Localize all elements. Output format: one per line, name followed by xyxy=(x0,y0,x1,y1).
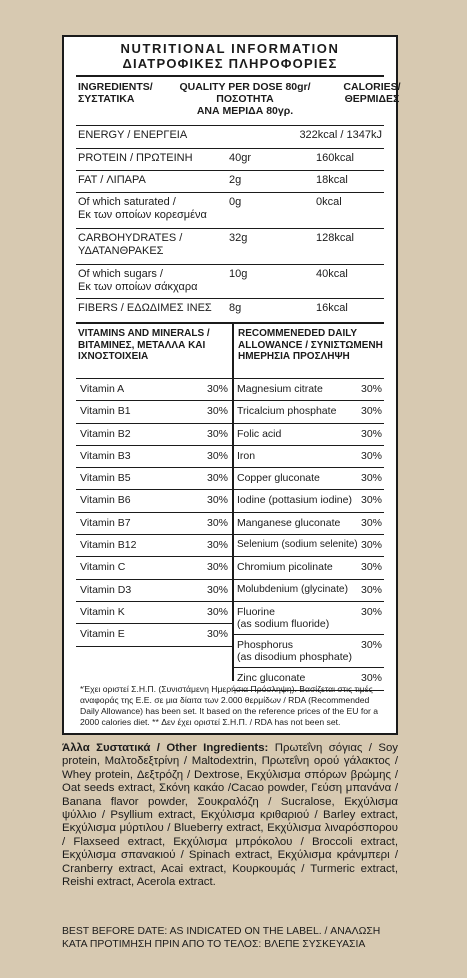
vitamin-name: Vitamin D3 xyxy=(80,583,132,596)
mineral-name: Magnesium citrate xyxy=(237,383,323,395)
vm-header-left: VITAMINS AND MINERALS / ΒΙΤΑΜΙΝΕΣ, ΜΕΤΑΛΛΑ ΚΑΙ ΙΧΝΟΣΤΟΙΧΕΙΑ xyxy=(78,328,210,362)
vitamin-name: Vitamin B1 xyxy=(80,405,131,418)
table-row xyxy=(233,489,384,511)
mineral-pct: 30% xyxy=(360,539,382,552)
vitamin-pct: 30% xyxy=(206,561,228,574)
table-row xyxy=(233,534,384,556)
mineral-pct: 30% xyxy=(360,472,382,485)
vitamin-name: Vitamin C xyxy=(80,561,126,574)
nutrition-panel xyxy=(62,35,401,735)
nutrient-kcal: 40kcal xyxy=(316,268,348,280)
vitamin-pct: 30% xyxy=(206,494,228,507)
nutrient-name: Of which saturated / Εκ των οποίων κορεσμένα xyxy=(78,196,207,221)
table-row xyxy=(233,579,384,601)
table-row xyxy=(76,400,232,422)
table-row xyxy=(233,423,384,445)
minerals-list xyxy=(233,378,384,691)
mineral-name: Fluorine (as sodium fluoride) xyxy=(237,605,330,630)
mineral-name: Phosphorus (as disodium phosphate) xyxy=(237,638,352,663)
mineral-pct: 30% xyxy=(360,638,382,651)
vitamin-name: Vitamin K xyxy=(80,605,125,618)
table-header xyxy=(76,77,401,125)
vm-header-right: RECOMMENEDED DAILY ALLOWANCE / ΣΥΝΙΣΤΩΜΕΝΗ ΗΜΕΡΗΣΙΑ ΠΡΟΣΛΗΨΗ xyxy=(238,328,383,362)
vitamin-name: Vitamin E xyxy=(80,628,125,641)
vitamin-pct: 30% xyxy=(206,383,228,395)
mineral-pct: 30% xyxy=(360,449,382,462)
mineral-name: Folic acid xyxy=(237,427,282,440)
other-ingredients-label: Άλλα Συστατικά / Other Ingredients: xyxy=(62,742,269,754)
title-block xyxy=(64,37,396,71)
rda-footnote: *Έχει οριστεί Σ.Η.Π. (Συνιστάμενη Ημερήσια Πρόσληψη). Βασίζεται στις τιμές αναφοράς της Ε.Ε. σε μια δίαιτα των 2.000 θερμίδων / RDA (Recommended Daily Allowance) has been set. It based on the reference prices of the EU for a 2000 calories diet. ** Δεν έχει οριστεί Σ.Η.Π. / RDA has not been set. xyxy=(80,684,379,727)
mineral-pct: 30% xyxy=(360,516,382,529)
table-row xyxy=(76,228,384,264)
table-row xyxy=(233,556,384,578)
energy-name: ENERGY / ΕΝΕΡΓΕΙΑ xyxy=(78,129,188,141)
mineral-pct: 30% xyxy=(360,405,382,418)
mineral-name: Molubdenium (glycinate) xyxy=(237,583,348,595)
table-row xyxy=(76,467,232,489)
nutrient-kcal: 128kcal xyxy=(316,232,354,244)
nutrient-qty: 0g xyxy=(229,196,242,208)
table-row xyxy=(233,445,384,467)
vitamin-name: Vitamin B7 xyxy=(80,516,131,529)
vitamin-name: Vitamin B2 xyxy=(80,427,131,440)
table-row xyxy=(76,512,232,534)
table-row xyxy=(76,170,384,192)
table-row xyxy=(76,623,232,646)
mineral-name: Iron xyxy=(237,449,256,462)
mineral-name: Selenium (sodium selenite) xyxy=(237,539,358,551)
table-row xyxy=(76,556,232,578)
other-ingredients-text: Πρωτεΐνη σόγιας / Soy protein, Μαλτοδεξτρίνη / Maltodextrin, Πρωτεΐνη ορού γάλακτος / Whey protein, Δεξτρόζη / Dextrose, Εκχύλισμα σπόρων βρώμης / Oat seeds extract, Σκόνη κακάο /Cacao powder, Γεύση μπανάνα / Banana flavor powder, Σουκραλόζη / Sucralose, Εκχύλισμα ψύλλιο / Psyllium extract, Εκχύλισμα κριθαριού / Barley extract, Εκχύλισμα μύρτιλου / Blueberry extract, Εκχύλισμα λιναρόσπορου / Flaxseed extract, Εκχύλισμα μπρόκολου / Broccoli extract, Εκχύλισμα σπανακιού / Spinach extract, Εκχύλισμα κράνμπερι / Cranberry extract, Acai extract, Κουρκουμάς / Turmeric extract, Reishi extract, Acerola extract. xyxy=(62,742,398,889)
table-row xyxy=(76,423,232,445)
nutrient-qty: 2g xyxy=(229,174,242,186)
nutrient-qty: 8g xyxy=(229,302,242,314)
vitamin-pct: 30% xyxy=(206,472,228,485)
vitamin-name: Vitamin B3 xyxy=(80,449,131,462)
nutrient-kcal: 160kcal xyxy=(316,152,354,164)
vitamin-pct: 30% xyxy=(206,605,228,618)
header-calories: CALORIES/ ΘΕΡΜΙΔΕΣ xyxy=(343,81,401,105)
mineral-name: Zinc gluconate xyxy=(237,671,306,684)
table-row xyxy=(233,634,384,667)
vitamin-name: Vitamin B12 xyxy=(80,539,137,552)
table-row xyxy=(76,148,384,170)
table-row xyxy=(76,534,232,556)
table-row xyxy=(233,467,384,489)
table-row xyxy=(76,489,232,511)
vitamin-pct: 30% xyxy=(206,628,228,641)
mineral-name: Chromium picolinate xyxy=(237,561,333,574)
vitamin-name: Vitamin A xyxy=(80,383,125,395)
energy-value: 322kcal / 1347kJ xyxy=(299,129,382,141)
mineral-pct: 30% xyxy=(360,605,382,618)
vitamin-pct: 30% xyxy=(206,449,228,462)
nutrient-name: Of which sugars / Εκ των οποίων σάκχαρα xyxy=(78,268,198,293)
table-row xyxy=(76,445,232,467)
best-before: BEST BEFORE DATE: AS INDICATED ON THE LABEL. / ΑΝΑΛΩΣΗ ΚΑΤΑ ΠΡΟΤΙΜΗΣΗ ΠΡΙΝ ΑΠΟ ΤΟ ΤΕΛΟΣ: ΒΛΕΠΕ ΣΥΣΚΕΥΑΣΙΑ xyxy=(62,926,381,950)
vitamin-name: Vitamin B5 xyxy=(80,472,131,485)
vitamin-pct: 30% xyxy=(206,516,228,529)
vitamins-list xyxy=(76,378,232,647)
nutrients-table xyxy=(76,125,384,322)
mineral-pct: 30% xyxy=(360,494,382,507)
mineral-pct: 30% xyxy=(360,427,382,440)
title-greek: ΔΙΑΤΡΟΦΙΚΕΣ ΠΛΗΡΟΦΟΡΙΕΣ xyxy=(122,56,338,71)
vitamin-pct: 30% xyxy=(206,405,228,418)
mineral-name: Manganese gluconate xyxy=(237,516,341,529)
table-row xyxy=(233,512,384,534)
table-row xyxy=(233,601,384,634)
table-row xyxy=(233,400,384,422)
other-ingredients xyxy=(62,742,398,889)
nutrient-kcal: 18kcal xyxy=(316,174,348,186)
mineral-pct: 30% xyxy=(360,671,382,684)
vitamin-pct: 30% xyxy=(206,539,228,552)
table-row xyxy=(76,378,232,400)
nutrient-qty: 40gr xyxy=(229,152,252,164)
header-ingredients: INGREDIENTS/ ΣΥΣΤΑΤΙΚΑ xyxy=(78,81,153,105)
vm-header xyxy=(76,324,384,378)
nutrient-name: FIBERS / ΕΔΩΔΙΜΕΣ ΙΝΕΣ xyxy=(78,302,212,314)
vitamin-pct: 30% xyxy=(206,427,228,440)
vitamin-pct: 30% xyxy=(206,583,228,596)
title-english: NUTRITIONAL INFORMATION xyxy=(120,41,340,56)
table-row xyxy=(76,264,384,298)
mineral-name: Tricalcium phosphate xyxy=(237,405,337,418)
mineral-name: Copper gluconate xyxy=(237,472,320,485)
table-row xyxy=(76,192,384,228)
nutrient-qty: 32g xyxy=(229,232,248,244)
energy-row xyxy=(76,125,384,148)
nutrient-name: CARBOHYDRATES / ΥΔΑΤΑΝΘΡΑΚΕΣ xyxy=(78,232,183,257)
mineral-pct: 30% xyxy=(360,583,382,596)
nutrient-kcal: 0kcal xyxy=(316,196,342,208)
vitamin-name: Vitamin B6 xyxy=(80,494,131,507)
table-row xyxy=(76,579,232,601)
table-row xyxy=(233,378,384,400)
mineral-pct: 30% xyxy=(360,561,382,574)
nutrient-qty: 10g xyxy=(229,268,248,280)
table-row xyxy=(76,298,384,322)
header-quality: QUALITY PER DOSE 80gr/ ΠΟΣΟΤΗΤΑ ΑΝΑ ΜΕΡΙΔΑ 80γρ. xyxy=(179,81,311,117)
vitamins-minerals-table xyxy=(76,324,384,684)
nutrient-kcal: 16kcal xyxy=(316,302,348,314)
mineral-pct: 30% xyxy=(360,383,382,395)
nutrient-name: FAT / ΛΙΠΑΡΑ xyxy=(78,174,146,186)
mineral-name: Iodine (pottasium iodine) xyxy=(237,494,352,507)
table-row xyxy=(76,601,232,623)
nutrient-name: PROTEIN / ΠΡΩΤΕΙΝΗ xyxy=(78,152,193,164)
